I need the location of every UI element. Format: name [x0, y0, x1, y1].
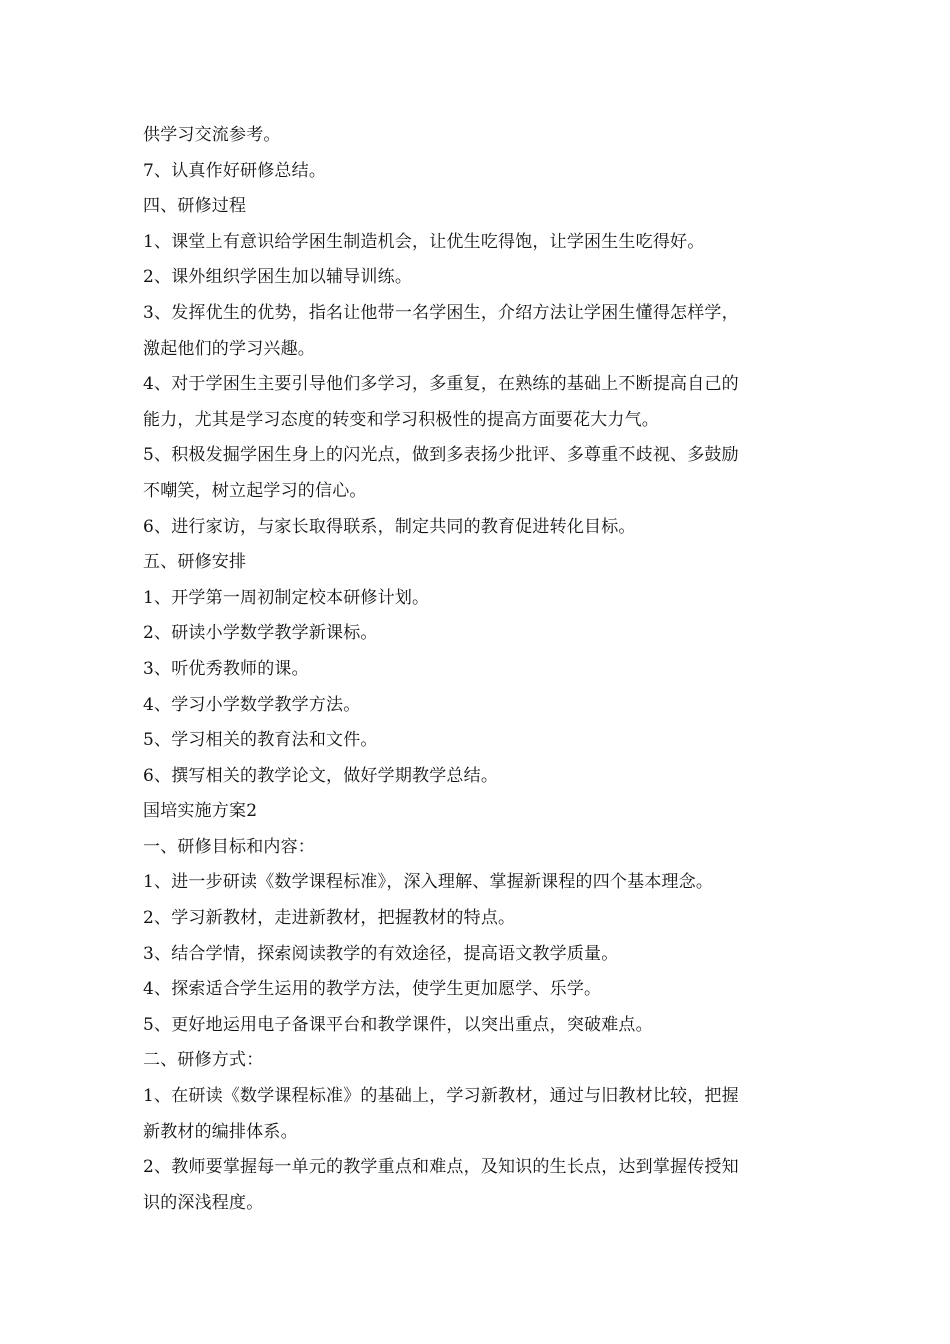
text-line: 7、认真作好研修总结。: [143, 160, 327, 181]
text-line: 识的深浅程度。: [143, 1192, 264, 1213]
text-line: 3、发挥优生的优势，指名让他带一名学困生，介绍方法让学困生懂得怎样学，: [143, 302, 739, 323]
text-line: 不嘲笑，树立起学习的信心。: [143, 480, 367, 501]
text-line: 1、开学第一周初制定校本研修计划。: [143, 587, 430, 608]
text-line: 供学习交流参考。: [143, 125, 281, 145]
text-line: 新教材的编排体系。: [143, 1121, 298, 1142]
text-line: 1、进一步研读《数学课程标准》，深入理解、掌握新课程的四个基本理念。: [143, 872, 714, 893]
text-line: 2、课外组织学困生加以辅导训练。: [143, 267, 413, 288]
text-line: 1、课堂上有意识给学困生制造机会，让优生吃得饱，让学困生生吃得好。: [143, 231, 705, 252]
text-line: 6、进行家访，与家长取得联系，制定共同的教育促进转化目标。: [143, 516, 636, 537]
text-line: 4、对于学困生主要引导他们多学习，多重复，在熟练的基础上不断提高自己的: [143, 374, 739, 395]
text-line: 2、学习新教材，走进新教材，把握教材的特点。: [143, 908, 516, 929]
text-line: 5、学习相关的教育法和文件。: [143, 730, 378, 751]
text-line: 激起他们的学习兴趣。: [143, 338, 315, 359]
text-line: 3、结合学情，探索阅读教学的有效途径，提高语文教学质量。: [143, 943, 619, 964]
section-heading: 五、研修安排: [143, 552, 247, 573]
text-line: 2、研读小学数学教学新课标。: [143, 623, 378, 644]
text-line: 5、积极发掘学困生身上的闪光点，做到多表扬少批评、多尊重不歧视、多鼓励: [143, 445, 739, 466]
section-heading: 二、研修方式：: [143, 1050, 264, 1071]
text-line: 5、更好地运用电子备课平台和教学课件，以突出重点，突破难点。: [143, 1014, 653, 1035]
section-heading: 一、研修目标和内容：: [143, 836, 315, 857]
text-line: 2、教师要掌握每一单元的教学重点和难点，及知识的生长点，达到掌握传授知: [143, 1157, 739, 1178]
document-body: [143, 118, 813, 1221]
document-title: 国培实施方案2: [143, 801, 258, 822]
text-line: 4、探索适合学生运用的教学方法，使学生更加愿学、乐学。: [143, 979, 602, 1000]
text-line: 4、学习小学数学教学方法。: [143, 694, 361, 715]
text-line: 6、撰写相关的教学论文，做好学期教学总结。: [143, 765, 499, 786]
section-heading: 四、研修过程: [143, 196, 247, 217]
text-line: 能力，尤其是学习态度的转变和学习积极性的提高方面要花大力气。: [143, 409, 659, 430]
text-line: 3、听优秀教师的课。: [143, 658, 309, 679]
text-line: 1、在研读《数学课程标准》的基础上，学习新教材，通过与旧教材比较，把握: [143, 1086, 739, 1107]
